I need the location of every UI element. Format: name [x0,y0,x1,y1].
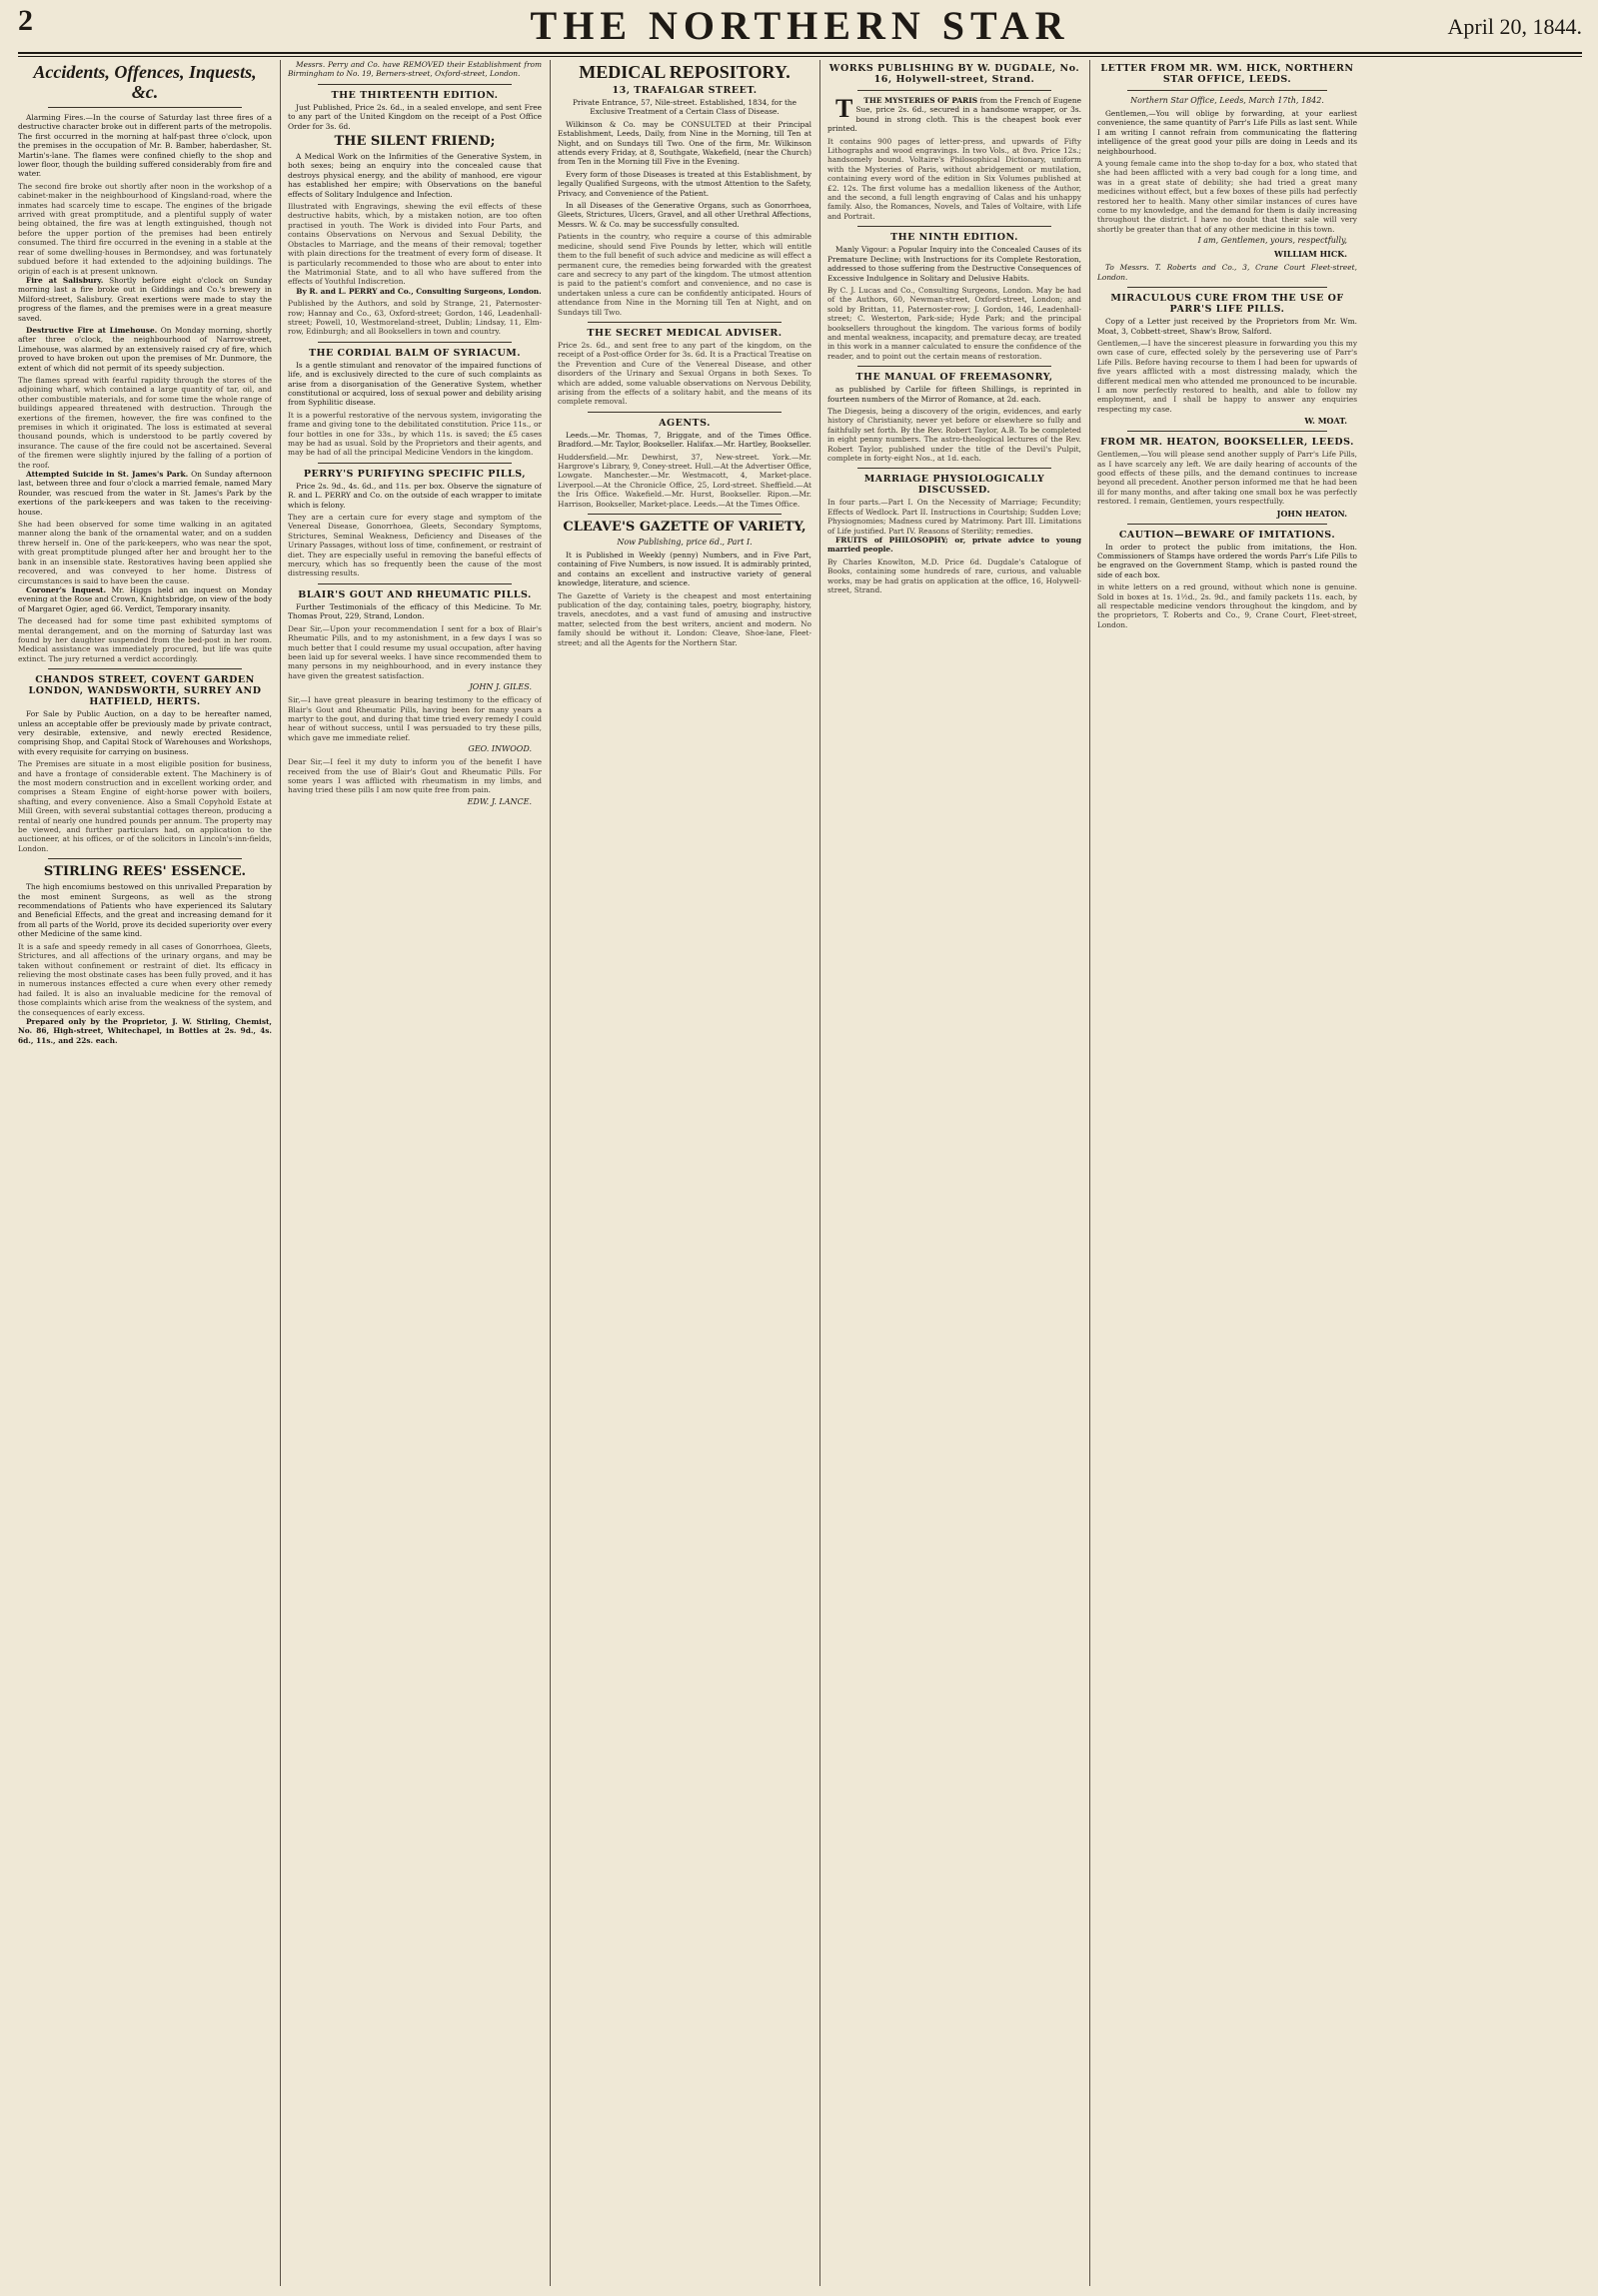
column-1 [18,60,272,2286]
article-text: Mr. Higgs held an inquest on Monday evening at the Rose and Crown, Knightsbridge, on view of the body of Margaret Ogier, aged 66. Verdict, Temporary insanity. [18,584,272,613]
mysteries-heading: THE MYSTERIES OF PARIS [863,96,978,105]
letter-filler: Gentlemen,—You will please send another supply of Parr's Life Pills, as I have scarcely any left. We are daily hearing of accounts of the good effects of these pills, and the demand continues to increase beyond all precedent. Another person informed me that he had been ill for many months, and after taking one small box he was perfectly restored. I remain, Gentlemen, yours respectfully. [1097,450,1357,507]
divider [1127,287,1327,288]
newspaper-title: THE NORTHERN STAR [530,3,1070,48]
cleave-price: Now Publishing, price 6d., Part I. [617,538,753,548]
divider [588,412,782,413]
specific-heading: PERRY'S PURIFYING SPECIFIC PILLS, [303,468,527,480]
advert-filler: The Premises are situate in a most eligible position for business, and have a frontage of considerable extent. The Machinery is of the most modern construction and in excellent working order, and comprises a Steam Engine of eight-horse power with boilers, shafting, and every convenience. Also a Small Copyhold Estate at Mill Green, with several substantial cottages thereon, producing a rental of nearly one hundred pounds per annum. The property may be viewed, and further particulars had, on application to the auctioneer, at his offices, or of the solicitors in Lincoln's-inn-fields, London. [18,759,272,853]
article-salisbury [18,276,272,323]
blair-heading: BLAIR'S GOUT AND RHEUMATIC PILLS. [298,588,532,600]
column-2 [288,60,542,2286]
fruits-text: FRUITS of PHILOSOPHY; or, private advice to young married people. [827,536,1081,555]
divider [318,463,512,464]
column-5 [1097,60,1357,2286]
advert-heading: CHANDOS STREET, COVENT GARDEN LONDON, WANDSWORTH, SURREY AND HATFIELD, HERTS. [28,674,262,708]
section-title: Accidents, Offences, Inquests, &c. [33,62,257,102]
page-number: 2 [18,4,33,37]
cleave-filler: The Gazette of Variety is the cheapest and most entertaining publication of the day, containing tales, poetry, biography, history, travels, anecdotes, and a vast fund of amusing and instructive matter, selected from the best writers, ancient and modern. No family should be without it. London: Cleave, Shoe-lane, Fleet-street; and all the Agents for the Northern Star. [558,590,811,647]
masthead [18,0,1582,52]
edition-line: THE THIRTEENTH EDITION. [331,89,499,101]
article-heading: Fire at Salisbury. [26,275,104,285]
article-fires: Alarming Fires.—In the course of Saturday last three fires of a destructive character broke out in different parts of the metropolis. The first occurred in the morning at half-past three o'clock, upon the premises in the occupation of Mr. B. Bamber, haberdasher, St. Martin's-lane. The flames were confined chiefly to the shop and lower floor, though the building suffered considerably from fire and water. [18,113,272,179]
syriacum-heading: THE CORDIAL BALM OF SYRIACUM. [308,347,522,359]
book-line: Just Published, Price 2s. 6d., in a sealed envelope, and sent Free to any part of the United Kingdom on the receipt of a Post Office Order for 3s. 6d. [288,102,542,131]
divider [588,322,782,323]
divider [318,583,512,584]
caution-text: In order to protect the public from imitations, the Hon. Commissioners of Stamps have ordered the words Parr's Life Pills to be engraved on the Government Stamp, which is pasted round the side of each box. [1097,542,1357,579]
letter-heading: LETTER FROM MR. WM. HICK, NORTHERN STAR OFFICE, LEEDS. [1100,63,1354,85]
divider [857,468,1051,469]
article-text: On Monday morning, shortly after three o'clock, the neighbourhood of Narrow-street, Limehouse, was alarmed by an extensively raised cry of fire, which proved to have broken out upon the premises of Mr. Dunmore, the extent of which did not permit of its speedy subjection. [18,325,272,373]
signature: GEO. INWOOD. [468,744,532,754]
cleave-heading: CLEAVE'S GAZETTE OF VARIETY, [563,520,806,536]
marriage-heading: MARRIAGE PHYSIOLOGICALLY DISCUSSED. [863,474,1045,497]
divider [1127,90,1327,91]
letter-filler: Gentlemen,—I have the sincerest pleasure in forwarding you this my own case of cure, effected solely by the persevering use of Parr's Life Pills. Before having recourse to them I had been for upwards of five years afflicted with a most distressing malady, which the different medical men who attended me pronounced to be incurable. I am now perfectly restored to health, and able to follow my employment, and I shall be happy to answer any enquiries respecting my case. [1097,338,1357,414]
divider [857,90,1051,91]
syriacum-filler: It is a powerful restorative of the nervous system, invigorating the frame and giving tone to the debilitated constitution. Price 11s., or four bottles in one for 33s., by which 11s. is saved; the £5 cases may be had as usual. Sold by the Proprietors and their agents, and may be had of all the principal Medicine Vendors in the kingdom. [288,410,542,458]
works-filler: The Diegesis, being a discovery of the origin, evidences, and early history of Christianity, never yet before or elsewhere so fully and faithfully set forth. By the Rev. Robert Taylor, A.B. To be completed in eight penny numbers. The astro-theological lectures of the Rev. Robert Taylor, published under the title of the Devil's Pulpit, complete in forty-eight Nos., at 1d. each. [827,406,1081,463]
article-text: On Sunday afternoon last, between three and four o'clock a married female, named Mary Rounder, was rescued from the water in St. James's Park by the exertions of the park-keepers and was taken to the receiving-house. [18,470,272,517]
divider [318,342,512,343]
article-inquest [18,585,272,613]
column-separator [1089,60,1090,2286]
article-filler: She had been observed for some time walking in an agitated manner along the bank of the ornamental water, and on a sudden threw herself in. One of the park-keepers, who was near the spot, with great promptitude plunged after her and brought her to the bank in an insensible state. Restoratives having been applied she recovered, and was conveyed to her home. Distress of circumstances is said to have been the cause. [18,520,272,585]
column-separator [550,60,551,2286]
signature: JOHN J. GILES. [469,682,532,692]
article-text: Shortly before eight o'clock on Sunday morning last a fire broke out in Giddings and Co.'s brewery in Milford-street, Salisbury. Great exertions were made to stay the progress of the flames, and the premises were in a great measure saved. [18,275,272,323]
manual-heading: THE MANUAL OF FREEMASONRY, [855,372,1053,384]
secret-heading: THE SECRET MEDICAL ADVISER. [587,327,783,339]
advert-heading: STIRLING REES' ESSENCE. [43,864,247,880]
agents-heading: AGENTS. [659,417,711,429]
advert-footer: Prepared only by the Proprietor, J. W. Stirling, Chemist, No. 86, High-street, Whitechapel, in Bottles at 2s. 9d., 4s. 6d., 11s., and 22s. each. [18,1016,272,1045]
book-description: A Medical Work on the Infirmities of the Generative System, in both sexes; being an enquiry into the concealed cause that destroys physical energy, and the ability of manhood, ere vigour has established her empire; with Observations on the baneful effects of Solitary Indulgence and Infection. [288,152,542,199]
removal-notice: Messrs. Perry and Co. have REMOVED their Establishment from Birmingham to No. 19, Berners-street, Oxford-street, London. [288,60,542,79]
caution-heading: CAUTION—BEWARE OF IMITATIONS. [1118,529,1336,541]
advert-filler: It is a safe and speedy remedy in all cases of Gonorrhoea, Gleets, Strictures, and all affections of the urinary organs, and may be taken without confinement or restraint of diet. Its efficacy in relieving the most obstinate cases has been fully proved, and it has in numerous instances effected a cure when every other remedy had failed. It is also an invaluable medicine for the removal of those complaints which arise from the weakness of the system, and the consequences of early excess. [18,941,272,1017]
article-suicide [18,470,272,517]
repository-body: In all Diseases of the Generative Organs, such as Gonorrhoea, Gleets, Strictures, Ulcers, Gravel, and all other Urethral Affections, Messrs. W. & Co. may be successfully consulted. [558,201,811,229]
letter-signature: WILLIAM HICK. [1274,249,1347,260]
advert-text: The high encomiums bestowed on this unrivalled Preparation by the most eminent Surgeons, as well as the strong recommendations of Patients who have experienced its Salutary and Beneficial Effects, and the great and increasing demand for it from all parts of the World, prove its decided superiority over every other Medicine of the same kind. [18,882,272,939]
divider [857,226,1051,227]
divider [857,366,1051,367]
column-separator [819,60,820,2286]
repository-body: Every form of those Diseases is treated at this Establishment, by legally Qualified Surgeons, with the utmost Attention to the Safety, Privacy, and Convenience of the Patient. [558,169,811,198]
manual-text: as published by Carlile for fifteen Shillings, is reprinted in fourteen numbers of the Mirror of Romance, at 2d. each. [827,385,1081,404]
letter-dateline: Northern Star Office, Leeds, March 17th, 1842. [1130,96,1324,105]
book-title: THE SILENT FRIEND; [334,134,496,150]
blair-filler: Sir,—I have great pleasure in bearing testimony to the efficacy of Blair's Gout and Rheumatic Pills, having been for many years a martyr to the gout, and during that time tried every remedy I could hear of without success, until I was persuaded to try these pills, which gave me immediate relief. [288,695,542,742]
repository-title: MEDICAL REPOSITORY. [579,62,791,82]
masthead-rule [18,52,1582,57]
advert-text: For Sale by Public Auction, on a day to be hereafter named, unless an acceptable offer be previously made by private contract, very desirable, extensive, and newly erected Residence, comprising Shop, and Capital Stock of Warehouses and Workshops, with every requisite for carrying on business. [18,709,272,756]
repository-body: Wilkinson & Co. may be CONSULTED at their Principal Establishment, Leeds, Daily, from Nine in the Morning, till Ten at Night, and on Sundays till Two. One of the firm, Mr. Wilkinson attends every Friday, at 8, Southgate, Wakefield, (near the Church) from Ten in the Morning till Five in the Evening. [558,119,811,167]
divider [1127,524,1327,525]
article-limehouse [18,326,272,373]
manly-vigour: Manly Vigour: a Popular Inquiry into the Concealed Causes of its Premature Decline; with Instructions for its Complete Restoration, addressed to those suffering from the Destructive Consequences of Excessive Indulgence in Solitary and Delusive Habits. [827,245,1081,283]
repository-filler: Patients in the country, who require a course of this admirable medicine, should send Five Pounds by letter, which will entitle them to the full benefit of such advice and medicine as will effect a permanent cure, the remedies being forwarded with the greatest care and secrecy to any part of the kingdom. The utmost attention is paid to the patient's comfort and convenience, and no case is undertaken unless a cure can be confidently anticipated. Hours of attendance from Nine in the Morning till Ten at Night, and on Sundays till Two. [558,232,811,317]
letter-filler: A young female came into the shop to-day for a box, who stated that she had been afflicted with a very bad cough for a long time, and was in a great state of debility; she had tried a great many medicines without effect, but a few boxes of these pills had perfectly restored her to health. Many other similar instances of cures have come to my knowledge, and the demand for them is daily increasing throughout the district. I have no doubt that their sale will very shortly be greater than that of any other medicine in this town. [1097,159,1357,234]
miraculous-heading: MIRACULOUS CURE FROM THE USE OF PARR'S LIFE PILLS. [1110,293,1344,316]
book-authors: By R. and L. PERRY and Co., Consulting Surgeons, London. [296,286,542,296]
cleave-text: It is Published in Weekly (penny) Numbers, and in Five Part, containing of Five Numbers, is now issued. It is admirably printed, and contains an excellent and instructive variety of general knowledge, literature, and science. [558,551,811,588]
copy-letter: Copy of a Letter just received by the Proprietors from Mr. Wm. Moat, 3, Cobbett-street, Shaw's Brow, Salford. [1097,317,1357,336]
divider [1127,431,1327,432]
works-heading: WORKS PUBLISHING BY W. DUGDALE, No. 16, Holywell-street, Strand. [828,63,1080,85]
column-separator [280,60,281,2286]
heaton-signature: JOHN HEATON. [1276,508,1347,519]
moat-signature: W. MOAT. [1304,416,1347,427]
article-filler: The deceased had for some time past exhibited symptoms of mental derangement, and on the morning of Saturday last was found by her daughter suspended from the bed-post in her room. Medical assistance was immediately procured, but life was quite extinct. The jury returned a verdict accordingly. [18,616,272,663]
agents-filler: Huddersfield.—Mr. Dewhirst, 37, New-street. York.—Mr. Hargrove's Library, 9, Coney-street. Hull.—At the Advertiser Office, Lowgate. Manchester.—Mr. Westmacott, 4, Market-place. Liverpool.—At the Chronicle Office, 25, Lord-street. Sheffield.—At the Iris Office. Wakefield.—Mr. Hurst, Bookseller. Ripon.—Mr. Harrison, Bookseller, Market-place. Leeds.—At the Times Office. [558,452,811,509]
works-filler: By C. J. Lucas and Co., Consulting Surgeons, London. May be had of the Authors, 60, Newman-street, Oxford-street, London; and sold by Brittan, 11, Paternoster-row; J. Gordon, 146, Leadenhall-street; C. Westerton, Park-side; Hyde Park; and the principal booksellers throughout the kingdom. The various forms of bodily and mental weakness, incapacity, and premature decay, are treated in this work in a manner calculated to ensure the confidence of the reader, and to point out the certain means of restoration. [827,285,1081,361]
syriacum-text: Is a gentle stimulant and renovator of the impaired functions of life, and is exclusively directed to the cure of such complaints as arise from a disorganisation of the Generative System, whether constitutional or acquired, loss of sexual power and debility arising from Syphilitic disease. [288,360,542,408]
letter-to: To Messrs. T. Roberts and Co., 3, Crane Court Fleet-street, London. [1097,263,1357,282]
divider [318,84,512,85]
column-3 [558,60,811,2286]
columns [18,60,1582,2286]
specific-filler: They are a certain cure for every stage and symptom of the Venereal Disease, Gonorrhoea, Gleets, Secondary Symptoms, Strictures, Seminal Weakness, Deficiency and Diseases of the Urinary Passages, without loss of time, confinement, or restraint of diet. They are especially useful in removing the baneful effects of mercury, which has so frequently been the cause of the most distressing results. [288,513,542,578]
works-filler: It contains 900 pages of letter-press, and upwards of Fifty Lithographs and wood engravings. In two Vols., at 8vo. Price 12s.; handsomely bound. Voltaire's Philosophical Dictionary, uniform with the Mysteries of Paris, without abridgement or mutilation, containing every word of the edition in Six Volumes published at £2. 12s. The first volume has a medallion likeness of the Author, and the second, a full length engraving of Calas and his unhappy family. Also, the Romances, Novels, and Tales of Voltaire, with Life and Portrait. [827,136,1081,221]
article-filler: The flames spread with fearful rapidity through the stores of the adjoining wharf, which contained a large quantity of tar, oil, and other combustible materials, and for some time the whole range of buildings appeared threatened with destruction. Through the exertions of the firemen, however, the fire was confined to the premises in which it originated. The loss is estimated at several thousand pounds, which is understood to be partly covered by insurance. The cause of the fire could not be ascertained. Several of the firemen were slightly injured by the falling of a portion of the roof. [18,375,272,470]
article-heading: Coroner's Inquest. [26,584,107,594]
specific-text: Price 2s. 9d., 4s. 6d., and 11s. per box. Observe the signature of R. and L. PERRY and Co. on the outside of each wrapper to imitate which is felony. [288,481,542,510]
column-4 [827,60,1081,2286]
drop-cap: T [835,94,853,123]
repository-intro: Private Entrance, 57, Nile-street. Established, 1834, for the Exclusive Treatment of a Certain Class of Disease. [572,98,798,117]
signature: EDW. J. LANCE. [467,796,532,806]
article-filler: The second fire broke out shortly after noon in the workshop of a cabinet-maker in the neighbourhood of Kingsland-road, where the inmates had scarcely time to escape. The engines of the brigade arrived with great promptitude, and a plentiful supply of water being obtained, the fire was at length extinguished, though not before the upper portion of the premises had been entirely consumed. The third fire occurred in the evening in a stable at the rear of some dwelling-houses in Bermondsey, and was fortunately subdued before it had extended to the adjoining buildings. The origin of each is at present unknown. [18,181,272,276]
book-filler: Illustrated with Engravings, shewing the evil effects of these destructive habits, which, by a mistaken notion, are too often practised in youth. The Work is divided into Four Parts, and contains Observations on Nervous and Sexual Debility, the Obstacles to Marriage, and the means of their removal; together with plain directions for the treatment of every form of disease. It is particularly recommended to those who are about to enter into the Matrimonial State, and to all who have suffered from the effects of Youthful Indiscretion. [288,202,542,287]
article-heading: Attempted Suicide in St. James's Park. [26,470,189,480]
blair-text: Further Testimonials of the efficacy of this Medicine. To Mr. Thomas Prout, 229, Strand, London. [288,601,542,621]
agents-list: Leeds.—Mr. Thomas, 7, Briggate, and of the Times Office. Bradford.—Mr. Taylor, Bookseller. Halifax.—Mr. Hartley, Bookseller. [558,430,811,450]
divider [48,107,242,108]
mysteries-entry [827,96,1081,134]
works-filler: In four parts.—Part I. On the Necessity of Marriage; Fecundity; Effects of Wedlock. Part II. Instructions in Courtship; Sudden Love; Physiognomies; Madness cured by Matrimony. Part III. Limitations of Life justified. Part IV. Reasons of Sterility; remedies. [827,498,1081,536]
divider [48,858,242,859]
letter-signoff: I am, Gentlemen, yours, respectfully, [1197,236,1347,246]
letter-text: Gentlemen,—You will oblige by forwarding, at your earliest convenience, the same quantity of Parr's Life Pills as last sent. While I am writing I cannot refrain from communicating the flattering intelligence of the great good your pills are doing in Leeds and its neighbourhood. [1097,109,1357,156]
ninth-edition: THE NINTH EDITION. [890,232,1018,244]
book-filler: Published by the Authors, and sold by Strange, 21, Paternoster-row; Hannay and Co., 63, Oxford-street; Gordon, 146, Leadenhall-street; Powell, 10, Westmoreland-street, Dublin; Lindsay, 11, Elm-row, Edinburgh; and all Booksellers in town and country. [288,299,542,337]
article-heading: Destructive Fire at Limehouse. [26,325,158,335]
secret-filler: Price 2s. 6d., and sent free to any part of the kingdom, on the receipt of a Post-office Order for 3s. 6d. It is a Practical Treatise on the Prevention and Cure of the Venereal Disease, and other disorders of the Urinary and Sexual Organs in both Sexes. To which are added, some valuable observations on Nervous Debility, arising from the effects of a solitary habit, and the means of its complete removal. [558,340,811,407]
divider [48,668,242,669]
blair-filler: Dear Sir,—Upon your recommendation I sent for a box of Blair's Rheumatic Pills, and to my astonishment, in a few days I was so much better that I could resume my usual occupation, after having been laid up for several weeks. I have since recommended them to many persons in my neighbourhood, and in every instance they have given the greatest satisfaction. [288,623,542,680]
issue-date: April 20, 1844. [1447,14,1582,39]
blair-filler: Dear Sir,—I feel it my duty to inform you of the benefit I have received from the use of Blair's Gout and Rheumatic Pills. For some years I was afflicted with rheumatism in my limbs, and having tried these pills I am now quite free from pain. [288,757,542,795]
letter-filler: in white letters on a red ground, without which none is genuine. Sold in boxes at 1s. 1½d., 2s. 9d., and family packets 11s. each, by all respectable medicine vendors throughout the kingdom, and by the proprietors, T. Roberts and Co., 9, Crane Court, Fleet-street, London. [1097,582,1357,629]
mysteries-text: from the French of Eugene Sue, price 2s. 6d., secured in a handsome wrapper, or 3s. bound in strong cloth. This is the cheapest book ever printed. [827,96,1081,134]
works-filler: By Charles Knowlton, M.D. Price 6d. Dugdale's Catalogue of Books, containing some hundreds of rare, curious, and valuable works, may be had gratis on application at the office, 16, Holywell-street, Strand. [827,557,1081,595]
heaton-heading: FROM MR. HEATON, BOOKSELLER, LEEDS. [1100,437,1354,449]
divider [588,514,782,515]
repository-address: 13, TRAFALGAR STREET. [612,85,758,96]
